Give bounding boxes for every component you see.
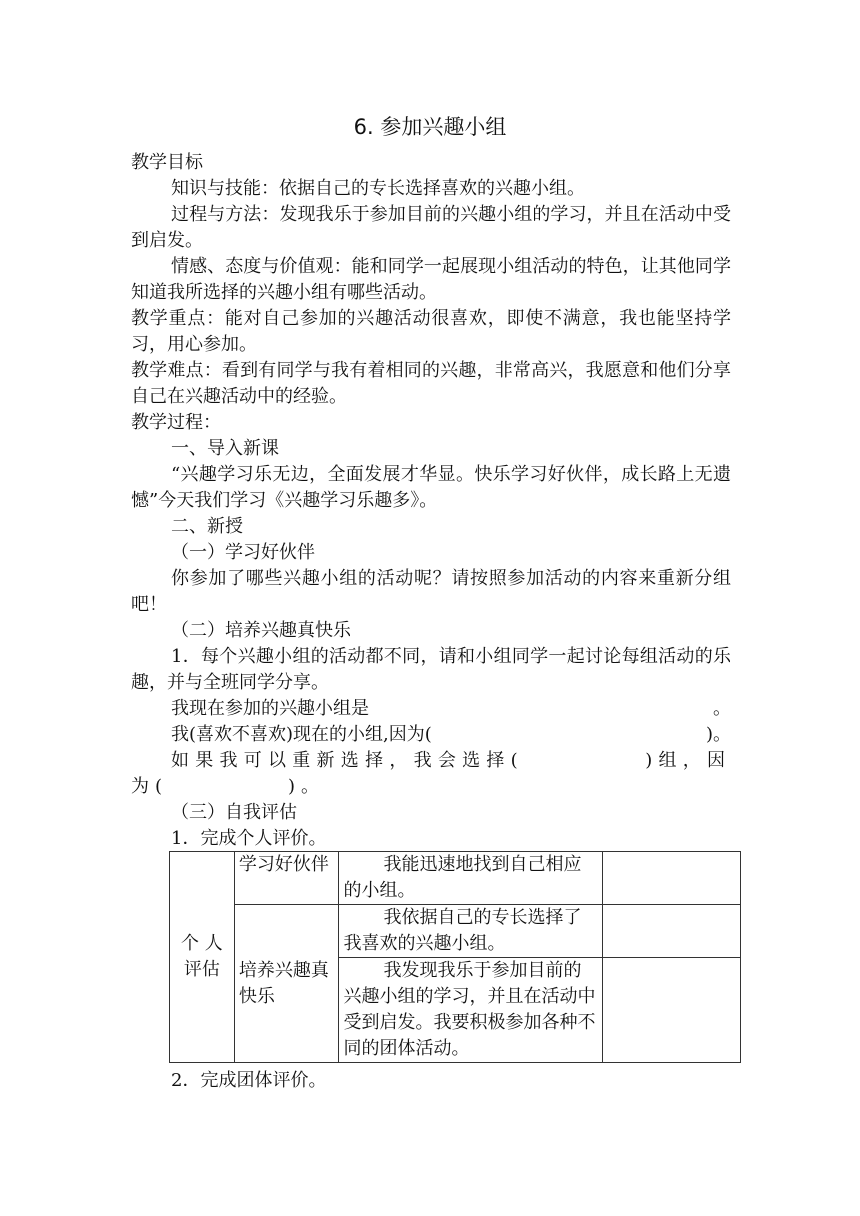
category-cell: 学习好伙伴 <box>234 852 339 905</box>
heading-intro: 一、导入新课 <box>171 438 279 459</box>
paragraph-key-points: 教学重点：能对自己参加的兴趣活动很喜欢，即使不满意，我也能坚持学习，用心参加。 <box>131 308 731 355</box>
paragraph-group-eval: 2．完成团体评价。 <box>171 1070 327 1091</box>
criteria-text: 我能迅速地找到自己相应的小组。 <box>343 854 582 901</box>
fill-in-end: )。 <box>705 724 731 745</box>
heading-interest: （二）培养兴趣真快乐 <box>171 620 351 641</box>
section-heading-goals: 教学目标 <box>131 152 203 173</box>
score-cell[interactable] <box>602 958 740 1063</box>
paragraph-personal-eval: 1．完成个人评价。 <box>171 828 327 849</box>
document-body <box>131 150 731 852</box>
category-cell: 培养兴趣真快乐 <box>234 905 339 1063</box>
score-cell[interactable] <box>602 905 740 958</box>
paragraph-knowledge-skills: 知识与技能：依据自己的专长选择喜欢的兴趣小组。 <box>171 178 585 199</box>
heading-new-lesson: 二、新授 <box>171 516 243 537</box>
paragraph-regroup: 你参加了哪些兴趣小组的活动呢？请按照参加活动的内容来重新分组吧！ <box>131 568 731 615</box>
group-label-cell: 个 人评估 <box>170 852 235 1063</box>
paragraph-intro-quote: “兴趣学习乐无边，全面发展才华显。快乐学习好伙伴，成长路上无遗憾”今天我们学习《兴趣学习乐趣多》。 <box>131 464 731 511</box>
criteria-text: 我依据自己的专长选择了我喜欢的兴趣小组。 <box>343 907 582 954</box>
paragraph-emotion-values: 情感、态度与价值观：能和同学一起展现小组活动的特色，让其他同学知道我所选择的兴趣小组有哪些活动。 <box>131 256 731 303</box>
page-title: 6. 参加兴趣小组 <box>353 115 507 139</box>
fill-in-text: 我(喜欢不喜欢)现在的小组,因为( <box>171 724 432 745</box>
criteria-text: 我发现我乐于参加目前的兴趣小组的学习，并且在活动中受到启发。我要积极参加各种不同的团体活动。 <box>343 960 596 1059</box>
paragraph-process-method: 过程与方法：发现我乐于参加目前的兴趣小组的学习，并且在活动中受到启发。 <box>131 204 731 251</box>
fill-in-reselect: 如果我可以重新选择，我会选择( )组，因为( )。 <box>131 750 731 797</box>
criteria-cell <box>339 958 602 1063</box>
fill-in-text: 我现在参加的兴趣小组是 <box>171 698 369 719</box>
table-row <box>170 905 741 958</box>
heading-partners: （一）学习好伙伴 <box>171 542 315 563</box>
criteria-cell <box>339 852 602 905</box>
fill-in-end: 。 <box>713 698 731 719</box>
evaluation-table <box>169 851 741 1063</box>
section-heading-process: 教学过程： <box>131 412 221 433</box>
table-row <box>170 852 741 905</box>
fill-in-current-group <box>131 696 731 722</box>
fill-in-like <box>131 722 731 748</box>
criteria-cell <box>339 905 602 958</box>
score-cell[interactable] <box>602 852 740 905</box>
paragraph-discuss: 1．每个兴趣小组的活动都不同，请和小组同学一起讨论每组活动的乐趣，并与全班同学分享。 <box>131 646 731 693</box>
paragraph-difficulties: 教学难点：看到有同学与我有着相同的兴趣，非常高兴，我愿意和他们分享自己在兴趣活动中的经验。 <box>131 360 731 407</box>
heading-self-eval: （三）自我评估 <box>171 802 297 823</box>
